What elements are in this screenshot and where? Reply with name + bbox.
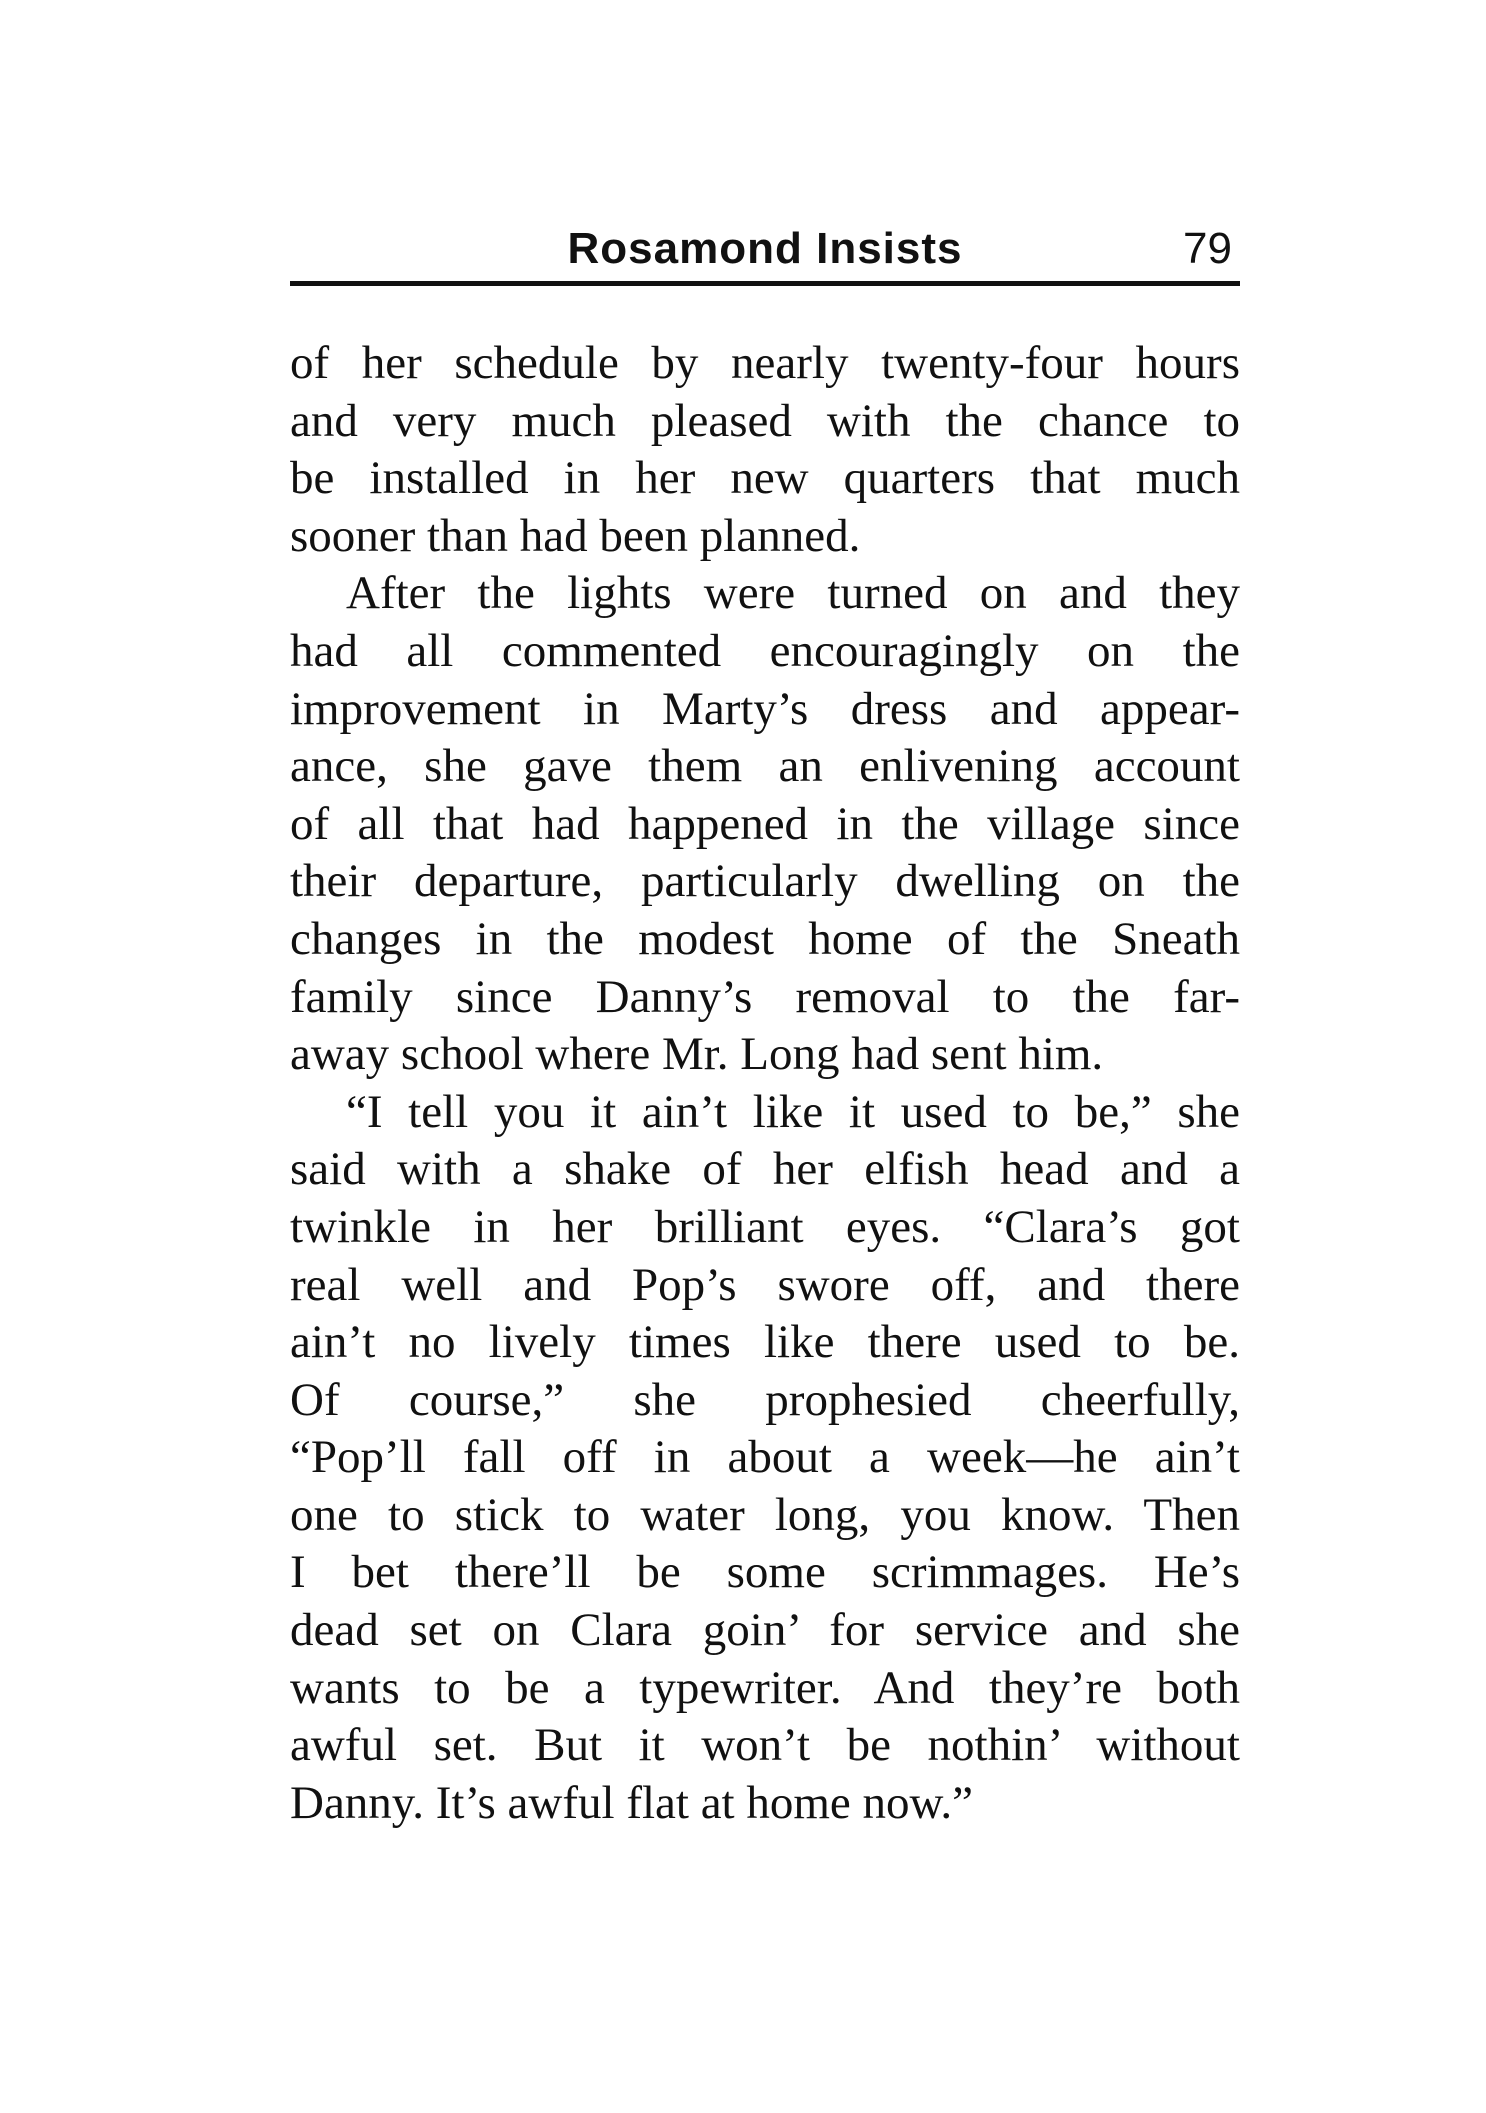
text-line: dead set on Clara goin’ for service and she xyxy=(290,1604,1240,1657)
text-line: of all that had happened in the village since xyxy=(290,797,1240,850)
text-line: and very much pleased with the chance to xyxy=(290,394,1240,447)
text-line: be installed in her new quarters that much xyxy=(290,452,1240,505)
text-line: improvement in Marty’s dress and appear- xyxy=(290,682,1240,735)
text-line: Danny. It’s awful flat at home now.” xyxy=(290,1776,974,1829)
text-line: ance, she gave them an enlivening account xyxy=(290,740,1240,793)
text-line: wants to be a typewriter. And they’re both xyxy=(290,1661,1240,1714)
text-line: I bet there’ll be some scrimmages. He’s xyxy=(290,1546,1240,1599)
text-line: one to stick to water long, you know. Then xyxy=(290,1488,1240,1541)
text-line: Of course,” she prophesied cheerfully, xyxy=(290,1373,1240,1426)
running-header xyxy=(290,210,1240,282)
text-line: changes in the modest home of the Sneath xyxy=(290,912,1240,965)
running-title: Rosamond Insists xyxy=(567,224,963,273)
text-line: real well and Pop’s swore off, and there xyxy=(290,1258,1240,1311)
text-line: away school where Mr. Long had sent him. xyxy=(290,1028,1104,1081)
text-line: had all commented encouragingly on the xyxy=(290,624,1240,677)
text-line: said with a shake of her elfish head and a xyxy=(290,1143,1240,1196)
text-line: ain’t no lively times like there used to be. xyxy=(290,1316,1240,1369)
text-line: twinkle in her brilliant eyes. “Clara’s got xyxy=(290,1200,1240,1253)
text-line: sooner than had been planned. xyxy=(290,509,861,562)
body-text xyxy=(290,335,1240,1832)
text-line: family since Danny’s removal to the far- xyxy=(290,970,1240,1023)
header-rule xyxy=(290,281,1240,286)
text-line: “Pop’ll fall off in about a week—he ain’t xyxy=(290,1431,1240,1484)
page-number: 79 xyxy=(1183,224,1232,273)
text-line: of her schedule by nearly twenty-four hours xyxy=(290,337,1240,389)
text-line: their departure, particularly dwelling on the xyxy=(290,855,1240,908)
text-line: awful set. But it won’t be nothin’ without xyxy=(290,1719,1240,1772)
text-line: “I tell you it ain’t like it used to be,” she xyxy=(346,1085,1240,1138)
text-line: After the lights were turned on and they xyxy=(346,567,1240,620)
